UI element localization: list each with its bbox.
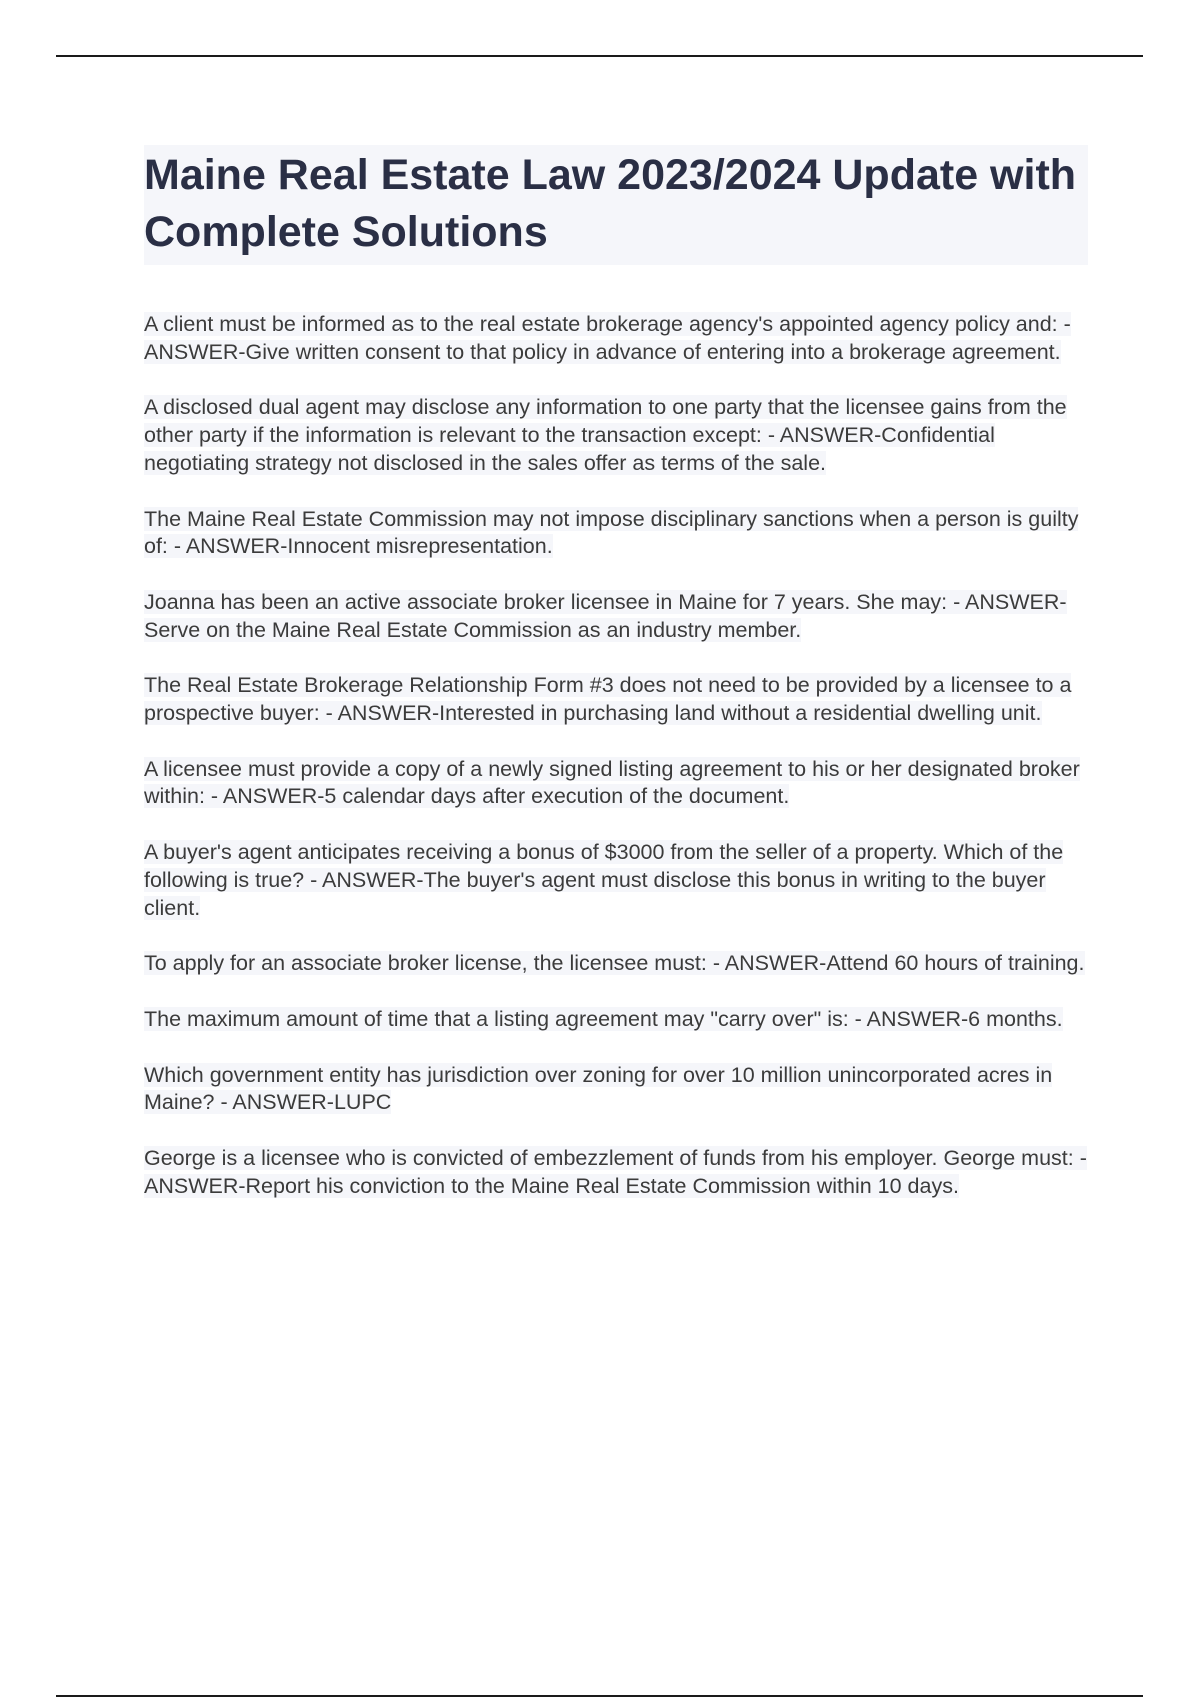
title-block [144, 145, 1088, 265]
qa-item-text: Joanna has been an active associate broker licensee in Maine for 7 years. She may: - ANSWER-Serve on the Maine Real Estate Commission as an industry member. [144, 589, 1067, 642]
qa-item [144, 672, 1094, 727]
qa-item-text: George is a licensee who is convicted of embezzlement of funds from his employer. George must: - ANSWER-Report his conviction to the Maine Real Estate Commission within 10 days. [144, 1146, 1087, 1198]
qa-item [144, 839, 1094, 922]
qa-item [144, 589, 1094, 644]
qa-item [144, 756, 1094, 811]
qa-item-text: To apply for an associate broker license, the licensee must: - ANSWER-Attend 60 hours of training. [144, 951, 1085, 976]
document-title: Maine Real Estate Law 2023/2024 Update with Complete Solutions [144, 151, 1077, 256]
qa-item [144, 1006, 1094, 1034]
qa-list [144, 311, 1094, 1228]
qa-item-text: A buyer's agent anticipates receiving a bonus of $3000 from the seller of a property. Which of the following is true? - ANSWER-The buyer's agent must disclose this bonus in writing to the buyer client. [144, 840, 1064, 920]
header-rule [56, 55, 1143, 57]
qa-item [144, 506, 1094, 561]
qa-item [144, 950, 1094, 978]
qa-item-text: The Maine Real Estate Commission may not impose disciplinary sanctions when a person is guilty of: - ANSWER-Innocent misrepresentation. [144, 506, 1079, 559]
qa-item-text: Which government entity has jurisdiction over zoning for over 10 million unincorporated acres in Maine? - ANSWER-LUPC [144, 1062, 1053, 1115]
qa-item [144, 1062, 1094, 1117]
qa-item [144, 1145, 1094, 1200]
qa-item [144, 311, 1094, 366]
qa-item [144, 394, 1094, 477]
qa-item-text: A licensee must provide a copy of a newly signed listing agreement to his or her designated broker within: - ANSWER-5 calendar days after execution of the document. [144, 756, 1080, 809]
qa-item-text: A disclosed dual agent may disclose any information to one party that the licensee gains from the other party if the information is relevant to the transaction except: - ANSWER-Confidential negotiating strategy not disclosed in the sales offer as terms of the sale. [144, 395, 1067, 475]
qa-item-text: The maximum amount of time that a listing agreement may "carry over" is: - ANSWER-6 months. [144, 1006, 1063, 1031]
qa-item-text: A client must be informed as to the real estate brokerage agency's appointed agency policy and: - ANSWER-Give written consent to that policy in advance of entering into a brokerage agreement. [144, 312, 1071, 364]
qa-item-text: The Real Estate Brokerage Relationship Form #3 does not need to be provided by a licensee to a prospective buyer: - ANSWER-Interested in purchasing land without a residential dwelling unit. [144, 673, 1072, 726]
footer-rule [56, 1695, 1143, 1697]
